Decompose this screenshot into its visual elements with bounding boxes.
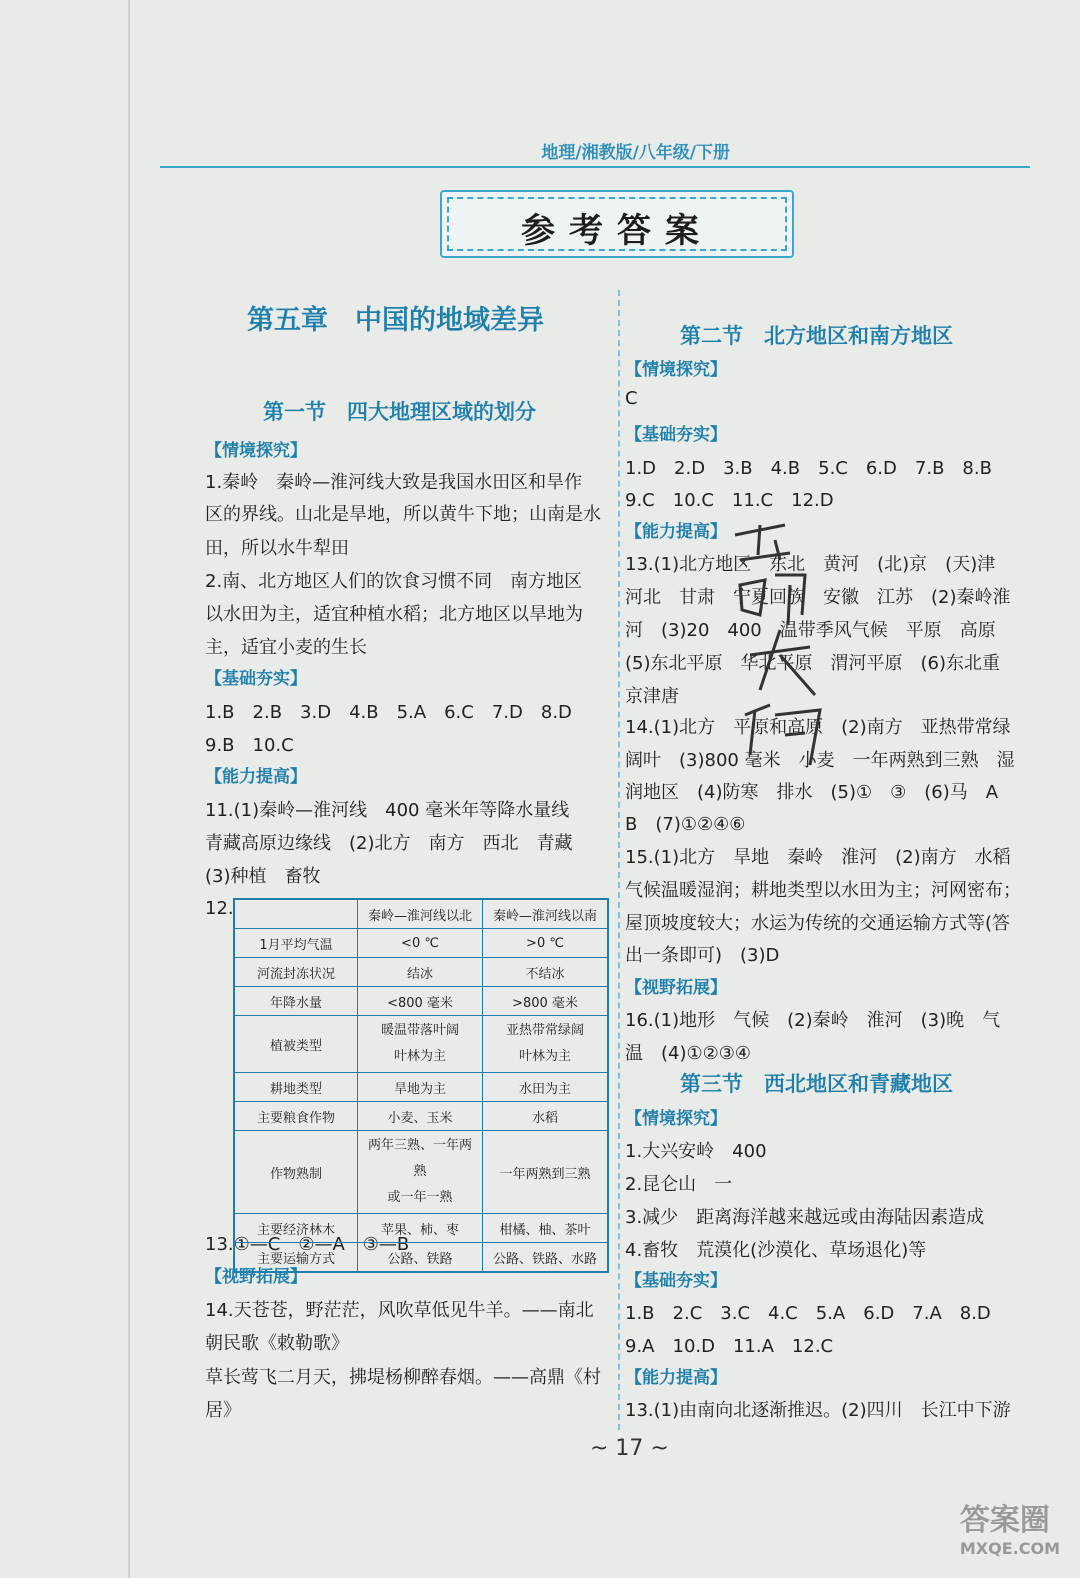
table-row — [234, 1073, 608, 1102]
table-cell: 年降水量 — [234, 987, 358, 1016]
answer-line: 9.C 10.C 11.C 12.D — [625, 490, 834, 511]
answer-line: 9.B 10.C — [205, 735, 294, 756]
answer-line: 12. — [205, 898, 234, 919]
answer-line: 13.①—C ②—A ③—B — [205, 1234, 410, 1255]
comparison-table — [233, 898, 609, 1273]
table-row — [234, 987, 608, 1016]
answer-line: 15.(1)北方 旱地 秦岭 淮河 (2)南方 水稻 — [625, 847, 1011, 868]
handwriting-scribble — [730, 515, 840, 775]
table-header-cell — [234, 899, 358, 929]
table-header-cell: 秦岭—淮河线以北 — [358, 899, 483, 929]
tag-basics: 【基础夯实】 — [625, 425, 727, 445]
tag-expand: 【视野拓展】 — [625, 978, 727, 998]
watermark-logo — [960, 1495, 1060, 1558]
column-divider — [618, 290, 620, 1430]
table-cell: 植被类型 — [234, 1016, 358, 1073]
table-cell: 结冰 — [358, 958, 483, 987]
answer-line: 11.(1)秦岭—淮河线 400 毫米年等降水量线 — [205, 800, 570, 821]
answer-line: 1.B 2.B 3.D 4.B 5.A 6.C 7.D 8.D — [205, 702, 572, 723]
answer-line: 京津唐 — [625, 686, 679, 707]
answer-line: 16.(1)地形 气候 (2)秦岭 淮河 (3)晚 气 — [625, 1010, 1001, 1031]
table-cell: 柑橘、柚、茶叶 — [483, 1214, 609, 1243]
table-cell: >800 毫米 — [483, 987, 609, 1016]
page-fold — [128, 0, 130, 1578]
answer-line: 1.大兴安岭 400 — [625, 1141, 767, 1162]
answer-line: 1.秦岭 秦岭—淮河线大致是我国水田区和旱作 — [205, 472, 583, 493]
answer-line: 润地区 (4)防寒 排水 (5)① ③ (6)马 A — [625, 782, 999, 803]
answer-line: 草长莺飞二月天，拂堤杨柳醉春烟。——高鼎《村 — [205, 1367, 601, 1388]
answer-line: 4.畜牧 荒漠化(沙漠化、草场退化)等 — [625, 1240, 927, 1261]
table-cell: 公路、铁路 — [358, 1243, 483, 1273]
table-cell: 亚热带常绿阔 叶林为主 — [483, 1016, 609, 1073]
table-cell: 主要运输方式 — [234, 1243, 358, 1273]
table-cell: 水田为主 — [483, 1073, 609, 1102]
answer-line: 9.A 10.D 11.A 12.C — [625, 1336, 834, 1357]
answer-line: 2.南、北方地区人们的饮食习惯不同 南方地区 — [205, 571, 583, 592]
table-row — [234, 1131, 608, 1214]
answer-line: 2.昆仑山 一 — [625, 1174, 733, 1195]
answer-line: 河 (3)20 400 温带季风气候 平原 高原 — [625, 620, 996, 641]
section-title-3: 第三节 西北地区和青藏地区 — [680, 1071, 953, 1096]
table-header-row — [234, 899, 608, 929]
answer-line: 13.(1)北方地区 东北 黄河 (北)京 (天)津 — [625, 554, 996, 575]
header-text: 地理/湘教版/八年级/下册 — [541, 143, 730, 163]
table-row — [234, 1102, 608, 1131]
table-cell: 耕地类型 — [234, 1073, 358, 1102]
answer-line: 田，所以水牛犁田 — [205, 538, 349, 559]
answer-line: (5)东北平原 华北平原 渭河平原 (6)东北重 — [625, 653, 1000, 674]
tag-ability: 【能力提高】 — [625, 1368, 727, 1388]
table-cell: 水稻 — [483, 1102, 609, 1131]
page-number: ~ 17 ~ — [590, 1436, 669, 1461]
watermark-sub: MXQE.COM — [959, 1539, 1060, 1558]
table-cell: 河流封冻状况 — [234, 958, 358, 987]
answer-line: 河北 甘肃 宁夏回族 安徽 江苏 (2)秦岭淮 — [625, 587, 1011, 608]
section-title-2: 第二节 北方地区和南方地区 — [680, 323, 953, 348]
table-cell: 旱地为主 — [358, 1073, 483, 1102]
tag-ability: 【能力提高】 — [205, 767, 307, 787]
answer-line: 以水田为主，适宜种植水稻；北方地区以旱地为 — [205, 604, 583, 625]
table-cell: <0 ℃ — [358, 929, 483, 958]
answer-line: C — [625, 388, 638, 409]
tag-situation: 【情境探究】 — [205, 441, 307, 461]
answer-line: 气候温暖湿润；耕地类型以水田为主；河网密布； — [625, 880, 1021, 901]
table-cell: 主要粮食作物 — [234, 1102, 358, 1131]
table-cell: 主要经济林木 — [234, 1214, 358, 1243]
tag-expand: 【视野拓展】 — [205, 1267, 307, 1287]
tag-situation: 【情境探究】 — [625, 1109, 727, 1129]
answer-line: (3)种植 畜牧 — [205, 866, 321, 887]
answer-line: 居》 — [205, 1400, 241, 1421]
answer-line: 14.(1)北方 平原和高原 (2)南方 亚热带常绿 — [625, 717, 1011, 738]
table-row — [234, 929, 608, 958]
answer-line: 13.(1)由南向北逐渐推迟。(2)四川 长江中下游 — [625, 1400, 1011, 1421]
answer-line: 阔叶 (3)800 毫米 小麦 一年两熟到三熟 湿 — [625, 750, 1015, 771]
tag-situation: 【情境探究】 — [625, 360, 727, 380]
answer-line: 温 (4)①②③④ — [625, 1043, 752, 1064]
chapter-title: 第五章 中国的地域差异 — [247, 305, 544, 336]
answer-line: 青藏高原边缘线 (2)北方 南方 西北 青藏 — [205, 833, 573, 854]
section-title-1: 第一节 四大地理区域的划分 — [263, 399, 536, 424]
answer-line: B (7)①②④⑥ — [625, 814, 746, 835]
table-cell: 一年两熟到三熟 — [483, 1131, 609, 1214]
table-cell: 苹果、柿、枣 — [358, 1214, 483, 1243]
answer-line: 主，适宜小麦的生长 — [205, 637, 367, 658]
answer-line: 1.B 2.C 3.C 4.C 5.A 6.D 7.A 8.D — [625, 1303, 991, 1324]
table-cell: >0 ℃ — [483, 929, 609, 958]
table-cell: 小麦、玉米 — [358, 1102, 483, 1131]
answer-line: 区的界线。山北是旱地，所以黄牛下地；山南是水 — [205, 504, 601, 525]
running-header — [160, 136, 1030, 168]
table-cell: 两年三熟、一年两熟 或一年一熟 — [358, 1131, 483, 1214]
table-row — [234, 1214, 608, 1243]
answer-line: 14.天苍苍，野茫茫，风吹草低见牛羊。——南北 — [205, 1300, 594, 1321]
table-row — [234, 958, 608, 987]
answer-line: 出一条即可) (3)D — [625, 945, 780, 966]
answer-line: 3.减少 距离海洋越来越远或由海陆因素造成 — [625, 1207, 985, 1228]
page-title: 参考答案 — [521, 211, 713, 251]
table-header-cell: 秦岭—淮河线以南 — [483, 899, 609, 929]
title-box — [440, 190, 794, 258]
table-row — [234, 1016, 608, 1073]
tag-basics: 【基础夯实】 — [625, 1271, 727, 1291]
tag-ability: 【能力提高】 — [625, 522, 727, 542]
table-cell: 公路、铁路、水路 — [483, 1243, 609, 1273]
answer-line: 屋顶坡度较大；水运为传统的交通运输方式等(答 — [625, 913, 1011, 934]
watermark-main: 答案圈 — [959, 1503, 1050, 1538]
table-cell: <800 毫米 — [358, 987, 483, 1016]
table-cell: 作物熟制 — [234, 1131, 358, 1214]
table-cell: 暖温带落叶阔 叶林为主 — [358, 1016, 483, 1073]
table-cell: 不结冰 — [483, 958, 609, 987]
table-row — [234, 1243, 608, 1273]
tag-basics: 【基础夯实】 — [205, 669, 307, 689]
table-cell: 1月平均气温 — [234, 929, 358, 958]
answer-line: 1.D 2.D 3.B 4.B 5.C 6.D 7.B 8.B — [625, 458, 992, 479]
answer-line: 朝民歌《敕勒歌》 — [205, 1333, 349, 1354]
